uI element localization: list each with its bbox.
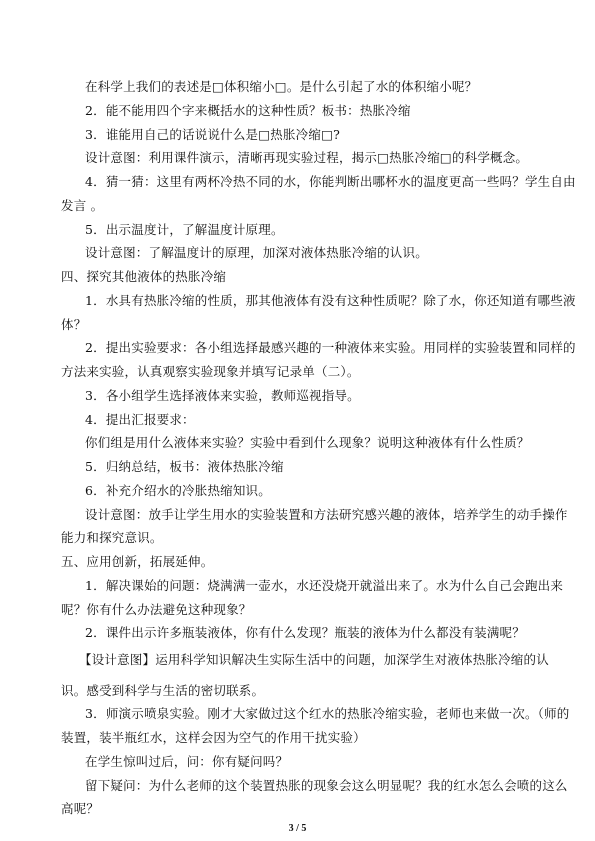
text-line: 设计意图：了解温度计的原理，加深对液体热胀冷缩的认识。 [85, 245, 428, 260]
text-line: 能力和探究意识。 [61, 530, 163, 545]
text-line: 设计意图：放手让学生用水的实验装置和方法研究感兴趣的液体，培养学生的动手操作 [85, 507, 568, 522]
text-line: 2．能不能用四个字来概括水的这种性质？板书：热胀冷缩 [85, 103, 411, 118]
text-line: 设计意图：利用课件演示，清晰再现实验过程，揭示□热胀冷缩□的科学概念。 [85, 150, 529, 165]
text-line: 发言 。 [61, 198, 104, 213]
text-line: 在科学上我们的表述是□体积缩小□。是什么引起了水的体积缩小呢？ [85, 79, 478, 94]
text-line: 3．谁能用自己的话说说什么是□热胀冷缩□? [85, 127, 340, 142]
text-line: 6．补充介绍水的冷胀热缩知识。 [85, 483, 271, 498]
text-line: 1．解决课始的问题：烧满满一壶水，水还没烧开就溢出来了。水为什么自己会跑出来 [85, 578, 564, 593]
text-line: 识。感受到科学与生活的密切联系。 [61, 683, 265, 698]
text-line: 留下疑问：为什么老师的这个装置热胀的现象会这么明显呢？我的红水怎么会喷的这么 [85, 778, 568, 793]
text-line: 1．水具有热胀冷缩的性质，那其他液体有没有这种性质呢？除了水，你还知道有哪些液 [85, 293, 576, 308]
text-line: 方法来实验，认真观察实验现象并填写记录单（二）。 [61, 364, 360, 379]
section-heading: 五、应用创新，拓展延伸。 [61, 554, 214, 569]
section-heading: 四、探究其他液体的热胀冷缩 [61, 269, 227, 284]
text-line: 在学生惊叫过后，问：你有疑问吗？ [85, 754, 289, 769]
text-line: 4．猜一猜：这里有两杯冷热不同的水，你能判断出哪杯水的温度更高一些吗？学生自由 [85, 174, 576, 189]
text-line: 【设计意图】运用科学知识解决生实际生活中的问题，加深学生对液体热胀冷缩的认 [79, 652, 549, 667]
text-line: 呢？你有什么办法避免这种现象？ [61, 602, 252, 617]
text-line: 装置，装半瓶红水，这样会因为空气的作用干扰实验） [61, 730, 366, 745]
text-line: 3．各小组学生选择液体来实验，教师巡视指导。 [85, 388, 360, 403]
text-line: 5．出示温度计，了解温度计原理。 [85, 222, 284, 237]
text-line: 2．提出实验要求：各小组选择最感兴趣的一种液体来实验。用同样的实验装置和同样的 [85, 340, 576, 355]
text-line: 你们组是用什么液体来实验？实验中看到什么现象？说明这种液体有什么性质？ [85, 435, 530, 450]
text-line: 体？ [61, 317, 87, 332]
text-line: 5．归纳总结，板书：液体热胀冷缩 [85, 459, 284, 474]
text-line: 高呢？ [61, 801, 100, 816]
page-number: 3 / 5 [288, 823, 307, 834]
text-line: 4．提出汇报要求： [85, 412, 195, 427]
text-line: 2．课件出示许多瓶装液体，你有什么发现？瓶装的液体为什么都没有装满呢？ [85, 625, 525, 640]
text-line: 3．师演示喷泉实验。刚才大家做过这个红水的热胀冷缩实验，老师也来做一次。（师的 [85, 706, 570, 721]
